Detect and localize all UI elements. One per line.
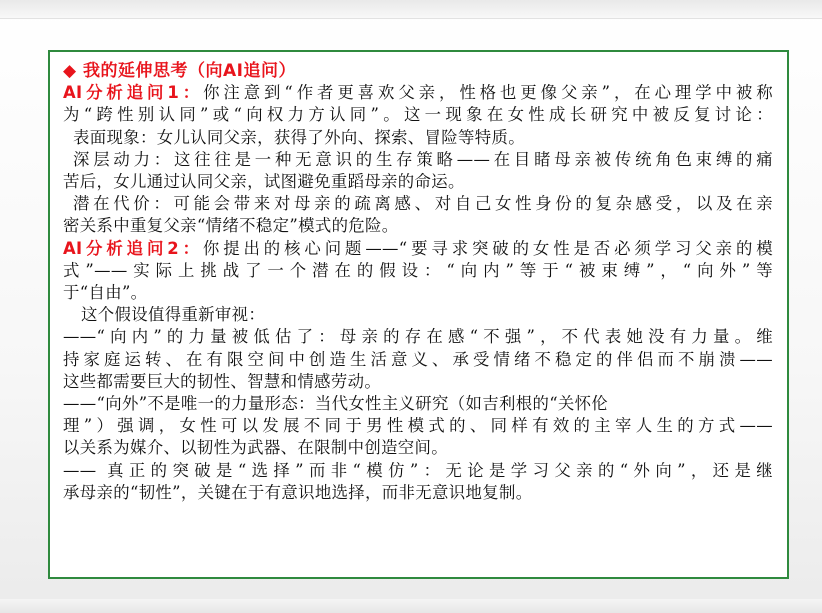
q1-line-1 [63, 82, 773, 104]
q1-label: AI分析追问1： [63, 83, 204, 103]
section-title: ◆ 我的延伸思考（向AI追问） [63, 61, 296, 81]
q1-cost-line-2: 密关系中重复父亲“情绪不稳定”模式的危险。 [63, 216, 399, 236]
reflection-text-box [48, 50, 789, 579]
q2-point-3-line-1: —— 真正的突破是“选择”而非“模仿”：无论是学习父亲的“外向”，还是继 [63, 460, 773, 480]
q2-point-3-line-2: 承母亲的“韧性”，关键在于有意识地选择，而非无意识地复制。 [63, 482, 533, 502]
q2-label: AI分析追问2： [63, 238, 203, 258]
q1-line-2: 为“跨性别认同”或“向权力方认同”。这一现象在女性成长研究中被反复讨论： [63, 105, 773, 125]
q2-line-2: 式”——实际上挑战了一个潜在的假设：“向内”等于“被束缚”，“向外”等 [63, 260, 773, 280]
q2-point-2-line-2: 理”）强调，女性可以发展不同于男性模式的、同样有效的主宰人生的方式—— [63, 416, 773, 436]
q2-point-2-line-3: 以关系为媒介、以韧性为武器、在限制中创造空间。 [63, 438, 449, 458]
q2-point-1-line-1: ——“向内”的力量被低估了：母亲的存在感“不强”，不代表她没有力量。维 [63, 327, 773, 347]
q1-surface: 表面现象：女儿认同父亲，获得了外向、探索、冒险等特质。 [73, 127, 525, 147]
q2-point-2-line-1: ——“向外”不是唯一的力量形态：当代女性主义研究（如吉利根的“关怀伦 [63, 394, 609, 414]
q2-line-1 [63, 238, 773, 260]
q1-deep-line-2: 苦后，女儿通过认同父亲，试图避免重蹈母亲的命运。 [63, 172, 465, 192]
slide-top-band [0, 0, 822, 19]
q2-line-1-text: 你提出的核心问题——“要寻求突破的女性是否必须学习父亲的模 [202, 238, 773, 258]
q1-cost-line-1: 潜在代价：可能会带来对母亲的疏离感、对自己女性身份的复杂感受，以及在亲 [73, 194, 773, 214]
q2-point-1-line-2: 持家庭运转、在有限空间中创造生活意义、承受情绪不稳定的伴侣而不崩溃—— [63, 349, 773, 369]
q2-line-3: 于“自由”。 [63, 283, 148, 303]
q2-reexamine: 这个假设值得重新审视： [81, 305, 266, 325]
q1-deep-line-1: 深层动力：这往往是一种无意识的生存策略——在目睹母亲被传统角色束缚的痛 [73, 149, 773, 169]
slide-bottom-band [0, 599, 822, 613]
q2-point-1-line-3: 这些都需要巨大的韧性、智慧和情感劳动。 [63, 371, 382, 391]
q1-line-1-text: 你注意到“作者更喜欢父亲，性格也更像父亲”，在心理学中被称 [203, 83, 773, 103]
